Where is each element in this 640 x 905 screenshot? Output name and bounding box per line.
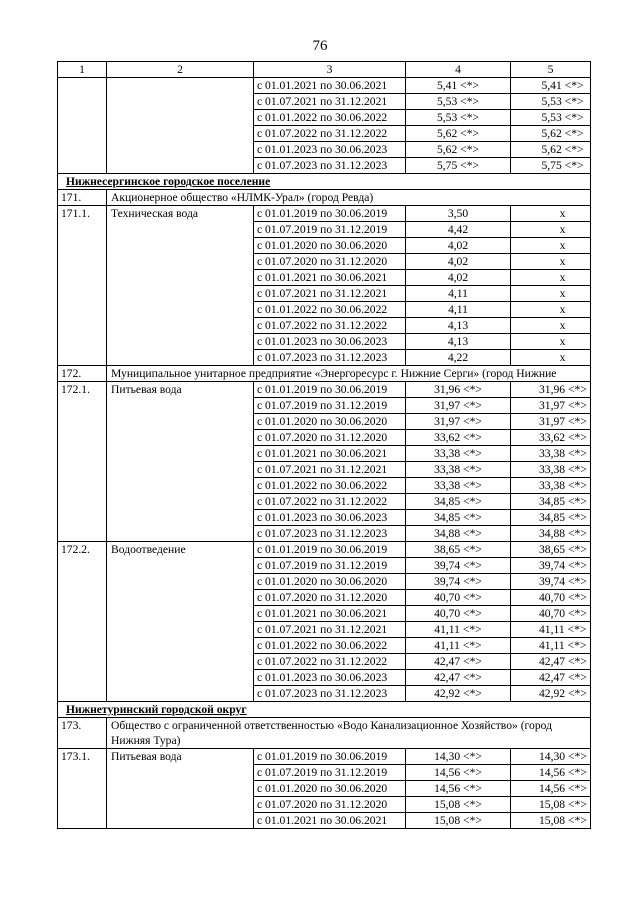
- period-cell: с 01.01.2020 по 30.06.2020: [254, 574, 406, 590]
- tariff-value-cell: 14,30 <*>: [406, 749, 511, 765]
- period-cell: с 01.07.2023 по 31.12.2023: [254, 158, 406, 174]
- period-cell: с 01.07.2022 по 31.12.2022: [254, 494, 406, 510]
- tariff-value-cell: 33,38 <*>: [511, 462, 591, 478]
- tariff-value-cell: 33,38 <*>: [406, 478, 511, 494]
- organization-number: 172.: [58, 366, 107, 382]
- tariff-value-cell: x: [511, 318, 591, 334]
- tariff-value-cell: 34,85 <*>: [511, 494, 591, 510]
- tariff-value-cell: 33,38 <*>: [406, 462, 511, 478]
- tariff-value-cell: x: [511, 254, 591, 270]
- period-cell: с 01.07.2021 по 31.12.2021: [254, 462, 406, 478]
- tariff-value-cell: 34,85 <*>: [406, 494, 511, 510]
- organization-row: [58, 366, 591, 382]
- tariff-value-cell: 3,50: [406, 206, 511, 222]
- tariff-value-cell: 31,97 <*>: [406, 414, 511, 430]
- service-name: Питьевая вода: [107, 749, 254, 829]
- period-cell: с 01.07.2019 по 31.12.2019: [254, 765, 406, 781]
- tariff-value-cell: 34,88 <*>: [406, 526, 511, 542]
- tariff-value-cell: x: [511, 206, 591, 222]
- period-cell: с 01.07.2022 по 31.12.2022: [254, 654, 406, 670]
- period-cell: с 01.01.2019 по 30.06.2019: [254, 542, 406, 558]
- service-number: 173.1.: [58, 749, 107, 829]
- period-cell: с 01.01.2019 по 30.06.2019: [254, 206, 406, 222]
- tariff-value-cell: 39,74 <*>: [511, 574, 591, 590]
- tariff-value-cell: 4,42: [406, 222, 511, 238]
- tariff-value-cell: 41,11 <*>: [406, 622, 511, 638]
- tariff-value-cell: 33,62 <*>: [511, 430, 591, 446]
- tariff-value-cell: 31,96 <*>: [406, 382, 511, 398]
- organization-number: 171.: [58, 190, 107, 206]
- tariff-value-cell: 5,53 <*>: [511, 94, 591, 110]
- tariff-value-cell: 5,53 <*>: [406, 110, 511, 126]
- tariff-value-cell: x: [511, 286, 591, 302]
- tariff-value-cell: 42,47 <*>: [511, 670, 591, 686]
- tariff-value-cell: 42,92 <*>: [406, 686, 511, 702]
- tariff-value-cell: 5,62 <*>: [406, 126, 511, 142]
- period-cell: с 01.01.2021 по 30.06.2021: [254, 606, 406, 622]
- tariff-value-cell: 4,13: [406, 318, 511, 334]
- tariff-row: [58, 206, 591, 222]
- period-cell: с 01.07.2020 по 31.12.2020: [254, 430, 406, 446]
- period-cell: с 01.01.2019 по 30.06.2019: [254, 749, 406, 765]
- tariff-value-cell: 38,65 <*>: [406, 542, 511, 558]
- tariff-value-cell: 5,53 <*>: [406, 94, 511, 110]
- period-cell: с 01.01.2022 по 30.06.2022: [254, 110, 406, 126]
- tariff-value-cell: 14,56 <*>: [511, 781, 591, 797]
- period-cell: с 01.01.2022 по 30.06.2022: [254, 478, 406, 494]
- tariff-value-cell: x: [511, 334, 591, 350]
- tariff-value-cell: 41,11 <*>: [511, 622, 591, 638]
- tariff-value-cell: 31,97 <*>: [511, 398, 591, 414]
- tariff-value-cell: 31,97 <*>: [406, 398, 511, 414]
- period-cell: с 01.07.2022 по 31.12.2022: [254, 126, 406, 142]
- period-cell: с 01.07.2020 по 31.12.2020: [254, 590, 406, 606]
- column-header-2: 2: [107, 62, 254, 78]
- column-header-3: 3: [254, 62, 406, 78]
- tariff-row: [58, 749, 591, 765]
- section-title: Нижнесергинское городское поселение: [58, 174, 591, 190]
- tariff-value-cell: 33,38 <*>: [406, 446, 511, 462]
- organization-name: Акционерное общество «НЛМК-Урал» (город Ревда): [107, 190, 591, 206]
- tariff-value-cell: 40,70 <*>: [511, 590, 591, 606]
- tariff-row: [58, 542, 591, 558]
- page-number: 76: [312, 38, 328, 54]
- tariff-value-cell: 4,22: [406, 350, 511, 366]
- tariff-value-cell: 5,41 <*>: [406, 78, 511, 94]
- organization-row: [58, 190, 591, 206]
- tariff-value-cell: 34,88 <*>: [511, 526, 591, 542]
- tariff-value-cell: 34,85 <*>: [511, 510, 591, 526]
- period-cell: с 01.01.2020 по 30.06.2020: [254, 414, 406, 430]
- period-cell: с 01.07.2023 по 31.12.2023: [254, 526, 406, 542]
- tariff-value-cell: 4,02: [406, 270, 511, 286]
- period-cell: с 01.07.2020 по 31.12.2020: [254, 254, 406, 270]
- period-cell: с 01.01.2021 по 30.06.2021: [254, 446, 406, 462]
- period-cell: с 01.01.2022 по 30.06.2022: [254, 302, 406, 318]
- tariff-value-cell: 15,08 <*>: [511, 813, 591, 829]
- service-name: Водоотведение: [107, 542, 254, 702]
- tariff-value-cell: 42,92 <*>: [511, 686, 591, 702]
- service-number: 171.1.: [58, 206, 107, 366]
- tariff-value-cell: 4,02: [406, 254, 511, 270]
- period-cell: с 01.01.2019 по 30.06.2019: [254, 382, 406, 398]
- tariff-value-cell: 38,65 <*>: [511, 542, 591, 558]
- tariff-row: [58, 78, 591, 94]
- tariff-value-cell: 15,08 <*>: [511, 797, 591, 813]
- column-header-4: 4: [406, 62, 511, 78]
- period-cell: с 01.01.2020 по 30.06.2020: [254, 781, 406, 797]
- service-number: 172.2.: [58, 542, 107, 702]
- period-cell: с 01.07.2020 по 31.12.2020: [254, 797, 406, 813]
- row-number-cell: [58, 78, 107, 174]
- tariff-value-cell: 14,56 <*>: [406, 781, 511, 797]
- tariff-value-cell: 42,47 <*>: [406, 654, 511, 670]
- column-header-5: 5: [511, 62, 591, 78]
- tariff-value-cell: 39,74 <*>: [406, 574, 511, 590]
- period-cell: с 01.07.2023 по 31.12.2023: [254, 686, 406, 702]
- period-cell: с 01.01.2022 по 30.06.2022: [254, 638, 406, 654]
- period-cell: с 01.07.2023 по 31.12.2023: [254, 350, 406, 366]
- tariff-value-cell: 4,11: [406, 302, 511, 318]
- tariff-value-cell: 5,53 <*>: [511, 110, 591, 126]
- tariff-value-cell: 14,56 <*>: [511, 765, 591, 781]
- tariff-value-cell: 14,56 <*>: [406, 765, 511, 781]
- section-title-row: [58, 702, 591, 718]
- tariff-value-cell: 5,62 <*>: [511, 126, 591, 142]
- organization-row: [58, 718, 591, 749]
- tariff-row: [58, 382, 591, 398]
- tariff-table: [57, 61, 591, 829]
- period-cell: с 01.01.2020 по 30.06.2020: [254, 238, 406, 254]
- period-cell: с 01.01.2021 по 30.06.2021: [254, 813, 406, 829]
- period-cell: с 01.01.2023 по 30.06.2023: [254, 510, 406, 526]
- period-cell: с 01.07.2021 по 31.12.2021: [254, 94, 406, 110]
- tariff-value-cell: 31,97 <*>: [511, 414, 591, 430]
- period-cell: с 01.01.2021 по 30.06.2021: [254, 270, 406, 286]
- organization-name: Общество с ограниченной ответственностью «Водо Канализационное Хозяйство» (город Нижняя Тура): [107, 718, 591, 749]
- period-cell: с 01.01.2023 по 30.06.2023: [254, 670, 406, 686]
- tariff-value-cell: 5,41 <*>: [511, 78, 591, 94]
- tariff-value-cell: x: [511, 270, 591, 286]
- service-number: 172.1.: [58, 382, 107, 542]
- tariff-value-cell: x: [511, 302, 591, 318]
- tariff-value-cell: 5,75 <*>: [406, 158, 511, 174]
- tariff-value-cell: 5,75 <*>: [511, 158, 591, 174]
- section-title: Нижнетуринский городской округ: [58, 702, 591, 718]
- tariff-value-cell: 41,11 <*>: [511, 638, 591, 654]
- period-cell: с 01.07.2021 по 31.12.2021: [254, 622, 406, 638]
- tariff-value-cell: 4,02: [406, 238, 511, 254]
- tariff-value-cell: 41,11 <*>: [406, 638, 511, 654]
- period-cell: с 01.07.2019 по 31.12.2019: [254, 222, 406, 238]
- organization-number: 173.: [58, 718, 107, 749]
- tariff-value-cell: 5,62 <*>: [511, 142, 591, 158]
- service-name: Техническая вода: [107, 206, 254, 366]
- tariff-value-cell: 40,70 <*>: [406, 606, 511, 622]
- tariff-value-cell: x: [511, 238, 591, 254]
- period-cell: с 01.01.2023 по 30.06.2023: [254, 334, 406, 350]
- period-cell: с 01.07.2021 по 31.12.2021: [254, 286, 406, 302]
- tariff-value-cell: 5,62 <*>: [406, 142, 511, 158]
- tariff-value-cell: 33,38 <*>: [511, 478, 591, 494]
- tariff-value-cell: 42,47 <*>: [406, 670, 511, 686]
- tariff-value-cell: 15,08 <*>: [406, 797, 511, 813]
- service-name-cell: [107, 78, 254, 174]
- tariff-value-cell: 4,11: [406, 286, 511, 302]
- tariff-value-cell: 15,08 <*>: [406, 813, 511, 829]
- tariff-value-cell: 40,70 <*>: [406, 590, 511, 606]
- service-name: Питьевая вода: [107, 382, 254, 542]
- tariff-value-cell: 39,74 <*>: [511, 558, 591, 574]
- tariff-value-cell: 33,62 <*>: [406, 430, 511, 446]
- tariff-value-cell: 14,30 <*>: [511, 749, 591, 765]
- tariff-value-cell: 4,13: [406, 334, 511, 350]
- organization-name: Муниципальное унитарное предприятие «Энергоресурс г. Нижние Серги» (город Нижние: [107, 366, 591, 382]
- period-cell: с 01.07.2019 по 31.12.2019: [254, 398, 406, 414]
- tariff-value-cell: x: [511, 222, 591, 238]
- tariff-value-cell: 40,70 <*>: [511, 606, 591, 622]
- tariff-value-cell: x: [511, 350, 591, 366]
- period-cell: с 01.01.2023 по 30.06.2023: [254, 142, 406, 158]
- table-header-row: [58, 62, 591, 78]
- tariff-value-cell: 33,38 <*>: [511, 446, 591, 462]
- period-cell: с 01.07.2019 по 31.12.2019: [254, 558, 406, 574]
- column-header-1: 1: [58, 62, 107, 78]
- section-title-row: [58, 174, 591, 190]
- tariff-value-cell: 34,85 <*>: [406, 510, 511, 526]
- tariff-value-cell: 39,74 <*>: [406, 558, 511, 574]
- period-cell: с 01.07.2022 по 31.12.2022: [254, 318, 406, 334]
- tariff-value-cell: 31,96 <*>: [511, 382, 591, 398]
- period-cell: с 01.01.2021 по 30.06.2021: [254, 78, 406, 94]
- tariff-value-cell: 42,47 <*>: [511, 654, 591, 670]
